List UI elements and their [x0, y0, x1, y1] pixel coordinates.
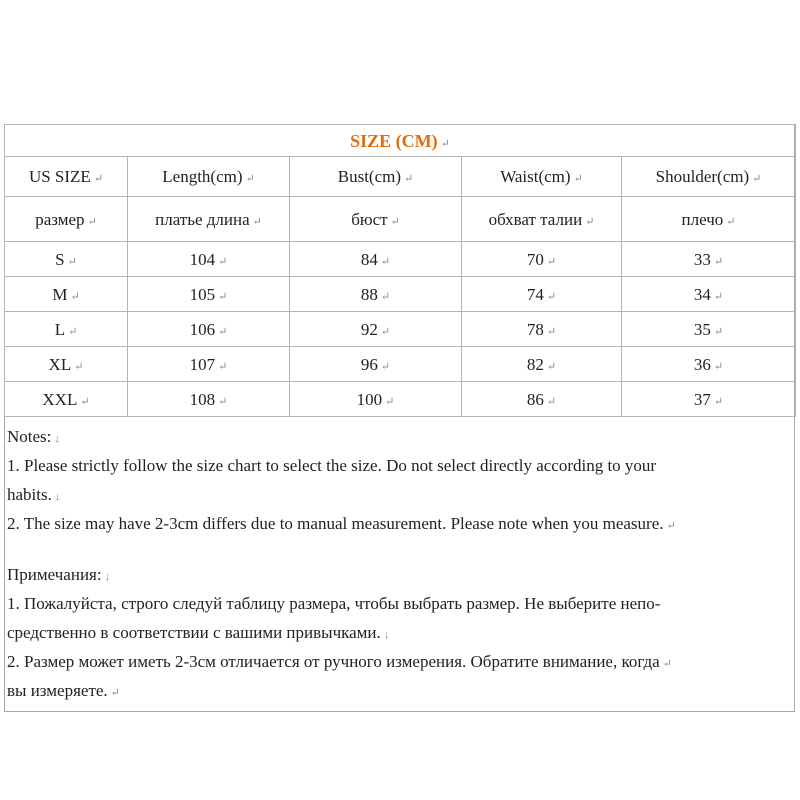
header-bust-ru: бюст	[351, 209, 388, 229]
header-waist-ru: обхват талии	[488, 209, 583, 229]
table-cell	[5, 382, 128, 417]
paragraph-mark-icon: ↵	[93, 173, 104, 185]
table-row	[5, 347, 796, 382]
table-cell	[462, 382, 622, 417]
shoulder-value: 35	[693, 319, 711, 339]
header-cell	[622, 197, 796, 242]
paragraph-mark-icon: ↵	[80, 395, 90, 408]
notes-ru-item-1b	[7, 618, 792, 647]
table-row	[5, 382, 796, 417]
table-cell	[128, 312, 290, 347]
line-break-icon: ↓	[54, 491, 61, 503]
size-table	[4, 124, 796, 417]
table-cell	[622, 312, 796, 347]
bust-value: 100	[356, 389, 383, 409]
paragraph-mark-icon: ↵	[573, 173, 583, 185]
notes-en-item-1a	[7, 451, 792, 480]
line-break-icon: ↓	[383, 629, 390, 641]
paragraph-mark-icon: ↵	[87, 215, 97, 228]
paragraph-mark-icon: ↵	[546, 360, 557, 373]
header-cell	[128, 197, 290, 242]
table-cell	[462, 277, 622, 312]
length-value: 105	[189, 284, 216, 304]
table-cell	[290, 242, 462, 277]
paragraph-mark-icon: ↵	[713, 290, 724, 303]
table-cell	[462, 312, 622, 347]
waist-value: 86	[526, 389, 544, 409]
table-cell	[462, 242, 622, 277]
notes-ru-item-2b	[7, 676, 792, 705]
table-row	[5, 277, 796, 312]
header-cell	[462, 197, 622, 242]
paragraph-mark-icon: ↵	[713, 255, 724, 268]
header-cell	[290, 157, 462, 197]
paragraph-mark-icon: ↵	[404, 173, 414, 185]
notes-ru-item-1a	[7, 589, 792, 618]
waist-value: 70	[526, 249, 544, 269]
paragraph-mark-icon: ↵	[546, 325, 557, 338]
size-label: XXL	[42, 389, 78, 409]
table-cell	[290, 382, 462, 417]
header-row-english	[5, 157, 796, 197]
notes-ru-title-line	[7, 560, 792, 589]
header-shoulder: Shoulder(cm)	[655, 167, 750, 186]
header-cell	[128, 157, 290, 197]
header-row-russian	[5, 197, 796, 242]
paragraph-mark-icon: ↵	[380, 360, 391, 373]
paragraph-mark-icon: ↵	[218, 290, 228, 303]
paragraph-mark-icon: ↵	[245, 173, 255, 185]
paragraph-mark-icon: ↵	[218, 325, 228, 338]
size-label: S	[55, 249, 65, 269]
length-value: 104	[189, 249, 216, 269]
header-us-size: US SIZE	[28, 167, 91, 186]
notes-en-item-2	[7, 509, 792, 538]
header-length: Length(cm)	[162, 167, 243, 186]
table-row	[5, 242, 796, 277]
note-text: 1. Please strictly follow the size chart to select the size. Do not select directly according to your	[7, 456, 657, 475]
header-cell	[622, 157, 796, 197]
paragraph-mark-icon: ↵	[68, 325, 78, 338]
table-cell	[622, 277, 796, 312]
header-waist: Waist(cm)	[500, 167, 571, 186]
notes-en-item-1b	[7, 480, 792, 509]
paragraph-mark-icon: ↵	[440, 137, 450, 150]
paragraph-mark-icon: ↵	[713, 395, 724, 408]
table-title-row	[5, 125, 796, 157]
notes-en-title: Notes:	[7, 427, 52, 446]
paragraph-mark-icon: ↵	[252, 215, 262, 228]
paragraph-mark-icon: ↵	[666, 520, 676, 532]
table-cell	[290, 277, 462, 312]
paragraph-mark-icon: ↵	[218, 395, 228, 408]
bust-value: 84	[360, 249, 378, 269]
paragraph-mark-icon: ↵	[385, 395, 395, 408]
paragraph-mark-icon: ↵	[546, 395, 557, 408]
note-text: habits.	[7, 485, 52, 504]
header-bust: Bust(cm)	[337, 167, 402, 186]
paragraph-mark-icon: ↵	[218, 360, 228, 373]
line-break-icon: ↓	[104, 571, 111, 583]
table-cell	[622, 242, 796, 277]
table-row	[5, 312, 796, 347]
paragraph-mark-icon: ↵	[662, 658, 672, 670]
paragraph-mark-icon: ↵	[713, 360, 724, 373]
note-text: 1. Пожалуйста, строго следуй таблицу размера, чтобы выбрать размер. Не выберите непо-	[7, 594, 661, 613]
header-cell	[5, 157, 128, 197]
table-cell	[128, 277, 290, 312]
table-cell	[462, 347, 622, 382]
header-cell	[290, 197, 462, 242]
notes-section	[7, 422, 792, 705]
shoulder-value: 36	[693, 354, 711, 374]
paragraph-mark-icon: ↵	[380, 325, 391, 338]
notes-spacer	[7, 538, 792, 560]
notes-en-title-line	[7, 422, 792, 451]
bust-value: 96	[360, 354, 378, 374]
table-cell	[128, 347, 290, 382]
size-label: L	[54, 319, 66, 339]
header-length-ru: платье длина	[155, 209, 250, 229]
paragraph-mark-icon: ↵	[713, 325, 724, 338]
paragraph-mark-icon: ↵	[585, 215, 595, 228]
size-label: XL	[48, 354, 72, 374]
shoulder-value: 34	[693, 284, 711, 304]
table-cell	[622, 347, 796, 382]
length-value: 107	[189, 354, 216, 374]
paragraph-mark-icon: ↵	[67, 255, 77, 268]
note-text: средственно в соответствии с вашими привычками.	[7, 623, 381, 642]
table-title: SIZE (CM)	[350, 130, 438, 151]
paragraph-mark-icon: ↵	[752, 173, 762, 185]
note-text: вы измеряете.	[7, 681, 108, 700]
table-cell	[290, 312, 462, 347]
bust-value: 88	[360, 284, 378, 304]
header-size-ru: размер	[35, 209, 85, 229]
waist-value: 78	[526, 319, 544, 339]
table-title-cell	[5, 125, 796, 157]
table-cell	[622, 382, 796, 417]
table-cell	[290, 347, 462, 382]
paragraph-mark-icon: ↵	[74, 360, 84, 373]
size-label: M	[52, 284, 68, 304]
table-cell	[5, 242, 128, 277]
length-value: 108	[189, 389, 216, 409]
table-cell	[5, 277, 128, 312]
header-cell	[462, 157, 622, 197]
waist-value: 82	[526, 354, 544, 374]
paragraph-mark-icon: ↵	[380, 255, 391, 268]
shoulder-value: 33	[693, 249, 711, 269]
notes-ru-item-2a	[7, 647, 792, 676]
table-cell	[5, 312, 128, 347]
bust-value: 92	[360, 319, 378, 339]
paragraph-mark-icon: ↵	[218, 255, 228, 268]
paragraph-mark-icon: ↵	[726, 215, 736, 228]
waist-value: 74	[526, 284, 544, 304]
header-shoulder-ru: плечо	[681, 209, 724, 229]
note-text: 2. Размер может иметь 2-3см отличается от ручного измерения. Обратите внимание, когда	[7, 652, 660, 671]
paragraph-mark-icon: ↵	[390, 215, 400, 228]
table-cell	[5, 347, 128, 382]
line-break-icon: ↓	[54, 433, 60, 445]
note-text: 2. The size may have 2-3cm differs due to manual measurement. Please note when you measure.	[7, 514, 664, 533]
paragraph-mark-icon: ↵	[546, 290, 557, 303]
paragraph-mark-icon: ↵	[380, 290, 391, 303]
header-cell	[5, 197, 128, 242]
length-value: 106	[189, 319, 216, 339]
table-cell	[128, 382, 290, 417]
paragraph-mark-icon: ↵	[70, 290, 80, 303]
paragraph-mark-icon: ↵	[110, 687, 120, 699]
table-cell	[128, 242, 290, 277]
paragraph-mark-icon: ↵	[546, 255, 557, 268]
shoulder-value: 37	[693, 389, 711, 409]
notes-ru-title: Примечания:	[7, 565, 102, 584]
